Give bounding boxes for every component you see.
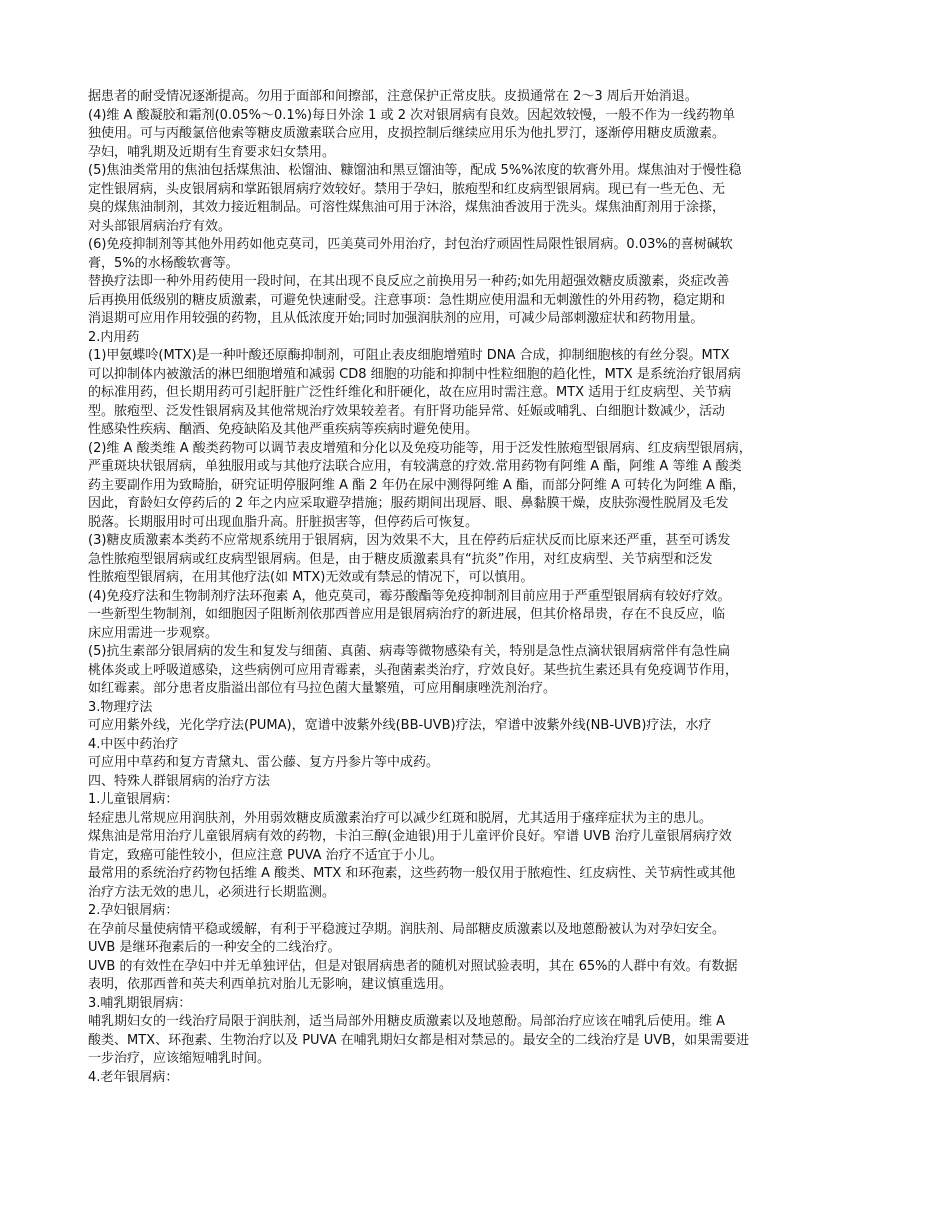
text-line: UVB 的有效性在孕妇中并无单独评估，但是对银屑病患者的随机对照试验表明，其在 65%的人群中有效。有数据	[88, 958, 738, 974]
text-line: 对头部银屑病治疗有效。	[88, 218, 232, 234]
text-line: 哺乳期妇女的一线治疗局限于润肤剂，适当局部外用糖皮质激素以及地蒽酚。局部治疗应该在哺乳后使用。维 A	[88, 1014, 726, 1029]
paragraph	[88, 273, 878, 329]
paragraph	[88, 107, 878, 163]
paragraph	[88, 1069, 878, 1088]
text-line: 床应用需进一步观察。	[88, 625, 219, 641]
text-line: 1.儿童银屑病：	[88, 792, 179, 807]
paragraph	[88, 773, 878, 792]
text-line: 一步治疗，应该缩短哺乳时间。	[88, 1051, 271, 1066]
paragraph	[88, 995, 878, 1014]
text-line: (5)焦油类常用的焦油包括煤焦油、松馏油、糠馏油和黑豆馏油等，配成 5%%浓度的软膏外用。煤焦油对于慢性稳	[88, 163, 742, 178]
paragraph	[88, 902, 878, 921]
paragraph	[88, 699, 878, 718]
text-line: (3)糖皮质激素本类药不应常规系统用于银屑病，因为效果不大，且在停药后症状反而比原来还严重，甚至可诱发	[88, 533, 731, 548]
paragraph	[88, 717, 878, 736]
text-line: 最常用的系统治疗药物包括维 A 酸类、MTX 和环孢素，这些药物一般仅用于脓疱性、红皮病性、关节病性或其他	[88, 866, 736, 881]
text-line: 煤焦油是常用治疗儿童银屑病有效的药物，卡泊三醇(金迪银)用于儿童评价良好。窄谱 UVB 治疗儿童银屑病疗效	[88, 829, 732, 844]
text-line: 的标准用药，但长期用药可引起肝脏广泛性纤维化和肝硬化，故在应用时需注意。MTX 适用于红皮病型、关节病	[88, 385, 732, 400]
text-line: 严重斑块状银屑病，单独服用或与其他疗法联合应用，有较满意的疗效.常用药物有阿维 A 酯，阿维 A 等维 A 酸类	[88, 459, 742, 474]
text-line: 3.哺乳期银屑病：	[88, 995, 192, 1011]
text-line: 2.内用药	[88, 329, 140, 345]
text-line: 型。脓疱型、泛发性银屑病及其他常规治疗效果较差者。有肝肾功能异常、妊娠或哺乳、白细胞计数减少，活动	[88, 403, 726, 419]
paragraph	[88, 329, 878, 348]
text-line: (5)抗生素部分银屑病的发生和复发与细菌、真菌、病毒等微物感染有关，特别是急性点滴状银屑病常伴有急性扁	[88, 644, 731, 659]
paragraph	[88, 347, 878, 440]
text-line: (4)维 A 酸凝胶和霜剂(0.05%～0.1%)每日外涂 1 或 2 次对银屑病有良效。因起效较慢，一般不作为一线药物单	[88, 107, 736, 123]
paragraph	[88, 643, 878, 699]
text-line: 肯定，致癌可能性较小，但应注意 PUVA 治疗不适宜于小儿。	[88, 847, 443, 863]
text-line: (2)维 A 酸类维 A 酸类药物可以调节表皮增殖和分化以及免疫功能等，用于泛发性脓疱型银屑病、红皮病型银屑病，	[88, 440, 752, 456]
text-line: 性感染性疾病、酗酒、免疫缺陷及其他严重疾病等疾病时避免使用。	[88, 422, 479, 437]
paragraph	[88, 588, 878, 644]
text-line: 治疗方法无效的患儿，必须进行长期监测。	[88, 884, 336, 900]
paragraph	[88, 532, 878, 588]
text-line: 膏，5%的水杨酸软膏等。	[88, 255, 239, 271]
text-line: 四、特殊人群银屑病的治疗方法	[88, 773, 271, 789]
paragraph	[88, 754, 878, 773]
text-line: 据患者的耐受情况逐渐提高。勿用于面部和间擦部，注意保护正常皮肤。皮损通常在 2～3 周后开始消退。	[88, 89, 698, 104]
text-line: 2.孕妇银屑病：	[88, 903, 179, 918]
paragraph	[88, 828, 878, 865]
text-line: 可以抑制体内被激活的淋巴细胞增殖和减弱 CD8 细胞的功能和抑制中性粒细胞的趋化性，MTX 是系统治疗银屑病	[88, 366, 741, 382]
text-line: 在孕前尽量使病情平稳或缓解，有利于平稳渡过孕期。润肤剂、局部糖皮质激素以及地蒽酚被认为对孕妇安全。	[88, 921, 726, 937]
text-line: (4)免疫疗法和生物制剂疗法环孢素 A，他克莫司，霉芬酸酯等免疫抑制剂目前应用于严重型银屑病有较好疗效。	[88, 588, 731, 604]
text-line: (6)免疫抑制剂等其他外用药如他克莫司，匹美莫司外用治疗，封包治疗顽固性局限性银屑病。0.03%的喜树碱软	[88, 237, 733, 252]
text-line: 定性银屑病，头皮银屑病和掌跖银屑病疗效较好。禁用于孕妇，脓疱型和红皮病型银屑病。现已有一些无色、无	[88, 181, 726, 197]
text-line: 臭的煤焦油制剂，其效力接近粗制品。可溶性煤焦油可用于沐浴，煤焦油香波用于洗头。煤焦油酊剂用于涂搽，	[88, 200, 726, 215]
document-page	[88, 88, 878, 1087]
text-line: 如红霉素。部分患者皮脂溢出部位有马拉色菌大量繁殖，可应用酮康唑洗剂治疗。	[88, 681, 557, 696]
text-line: UVB 是继环孢素后的一种安全的二线治疗。	[88, 940, 341, 955]
paragraph	[88, 88, 878, 107]
paragraph	[88, 440, 878, 533]
text-line: 脱落。长期服用时可出现血脂升高。肝脏损害等，但停药后可恢复。	[88, 514, 479, 530]
text-line: 独使用。可与丙酸氯倍他索等糖皮质激素联合应用，皮损控制后继续应用乐为他扎罗汀，逐渐停用糖皮质激素。	[88, 126, 726, 141]
text-line: 轻症患儿常规应用润肤剂，外用弱效糖皮质激素治疗可以减少红斑和脱屑，尤其适用于瘙痒症状为主的患儿。	[88, 810, 713, 826]
paragraph	[88, 236, 878, 273]
text-line: 药主要副作用为致畸胎，研究证明停服阿维 A 酯 2 年仍在尿中测得阿维 A 酯，而部分阿维 A 可转化为阿维 A 酯，	[88, 477, 746, 493]
text-line: 急性脓疱型银屑病或红皮病型银屑病。但是，由于糖皮质激素具有“抗炎”作用，对红皮病型、关节病型和泛发	[88, 551, 713, 567]
paragraph	[88, 1013, 878, 1069]
paragraph	[88, 921, 878, 958]
text-line: 酸类、MTX、环孢素、生物治疗以及 PUVA 在哺乳期妇女都是相对禁忌的。最安全的二线治疗是 UVB，如果需要进	[88, 1032, 750, 1048]
text-line: 可应用中草药和复方青黛丸、雷公藤、复方丹参片等中成药。	[88, 755, 440, 770]
text-line: 3.物理疗法	[88, 699, 153, 715]
text-line: 后再换用低级别的糖皮质激素，可避免快速耐受。注意事项：急性期应使用温和无刺激性的外用药物，稳定期和	[88, 292, 726, 308]
text-line: 一些新型生物制剂，如细胞因子阻断剂依那西普应用是银屑病治疗的新进展，但其价格昂贵，存在不良反应，临	[88, 607, 726, 622]
text-line: 因此，育龄妇女停药后的 2 年之内应采取避孕措施；服药期间出现唇、眼、鼻黏膜干燥，皮肤弥漫性脱屑及毛发	[88, 496, 729, 511]
paragraph	[88, 162, 878, 236]
text-line: 消退期可应用作用较强的药物，且从低浓度开始;同时加强润肤剂的应用，可减少局部刺激症状和药物用量。	[88, 311, 704, 326]
text-line: 可应用紫外线，光化学疗法(PUMA)，宽谱中波紫外线(BB-UVB)疗法，窄谱中波紫外线(NB-UVB)疗法，水疗	[88, 718, 712, 733]
text-line: 4.老年银屑病：	[88, 1069, 179, 1085]
text-line: 4.中医中药治疗	[88, 736, 179, 752]
text-line: 替换疗法即一种外用药使用一段时间，在其出现不良反应之前换用另一种药;如先用超强效糖皮质激素，炎症改善	[88, 274, 730, 289]
paragraph	[88, 810, 878, 829]
paragraph	[88, 958, 878, 995]
paragraph	[88, 736, 878, 755]
paragraph	[88, 865, 878, 902]
text-line: 孕妇，哺乳期及近期有生育要求妇女禁用。	[88, 144, 336, 160]
text-line: 桃体炎或上呼吸道感染，这些病例可应用青霉素，头孢菌素类治疗，疗效良好。某些抗生素还具有免疫调节作用，	[88, 662, 739, 678]
text-line: 表明，依那西普和英夫利西单抗对胎儿无影响，建议慎重选用。	[88, 977, 453, 992]
text-line: (1)甲氨蝶呤(MTX)是一种叶酸还原酶抑制剂，可阻止表皮细胞增殖时 DNA 合成，抑制细胞核的有丝分裂。MTX	[88, 348, 730, 363]
text-line: 性脓疱型银屑病，在用其他疗法(如 MTX)无效或有禁忌的情况下，可以慎用。	[88, 570, 534, 585]
paragraph	[88, 791, 878, 810]
